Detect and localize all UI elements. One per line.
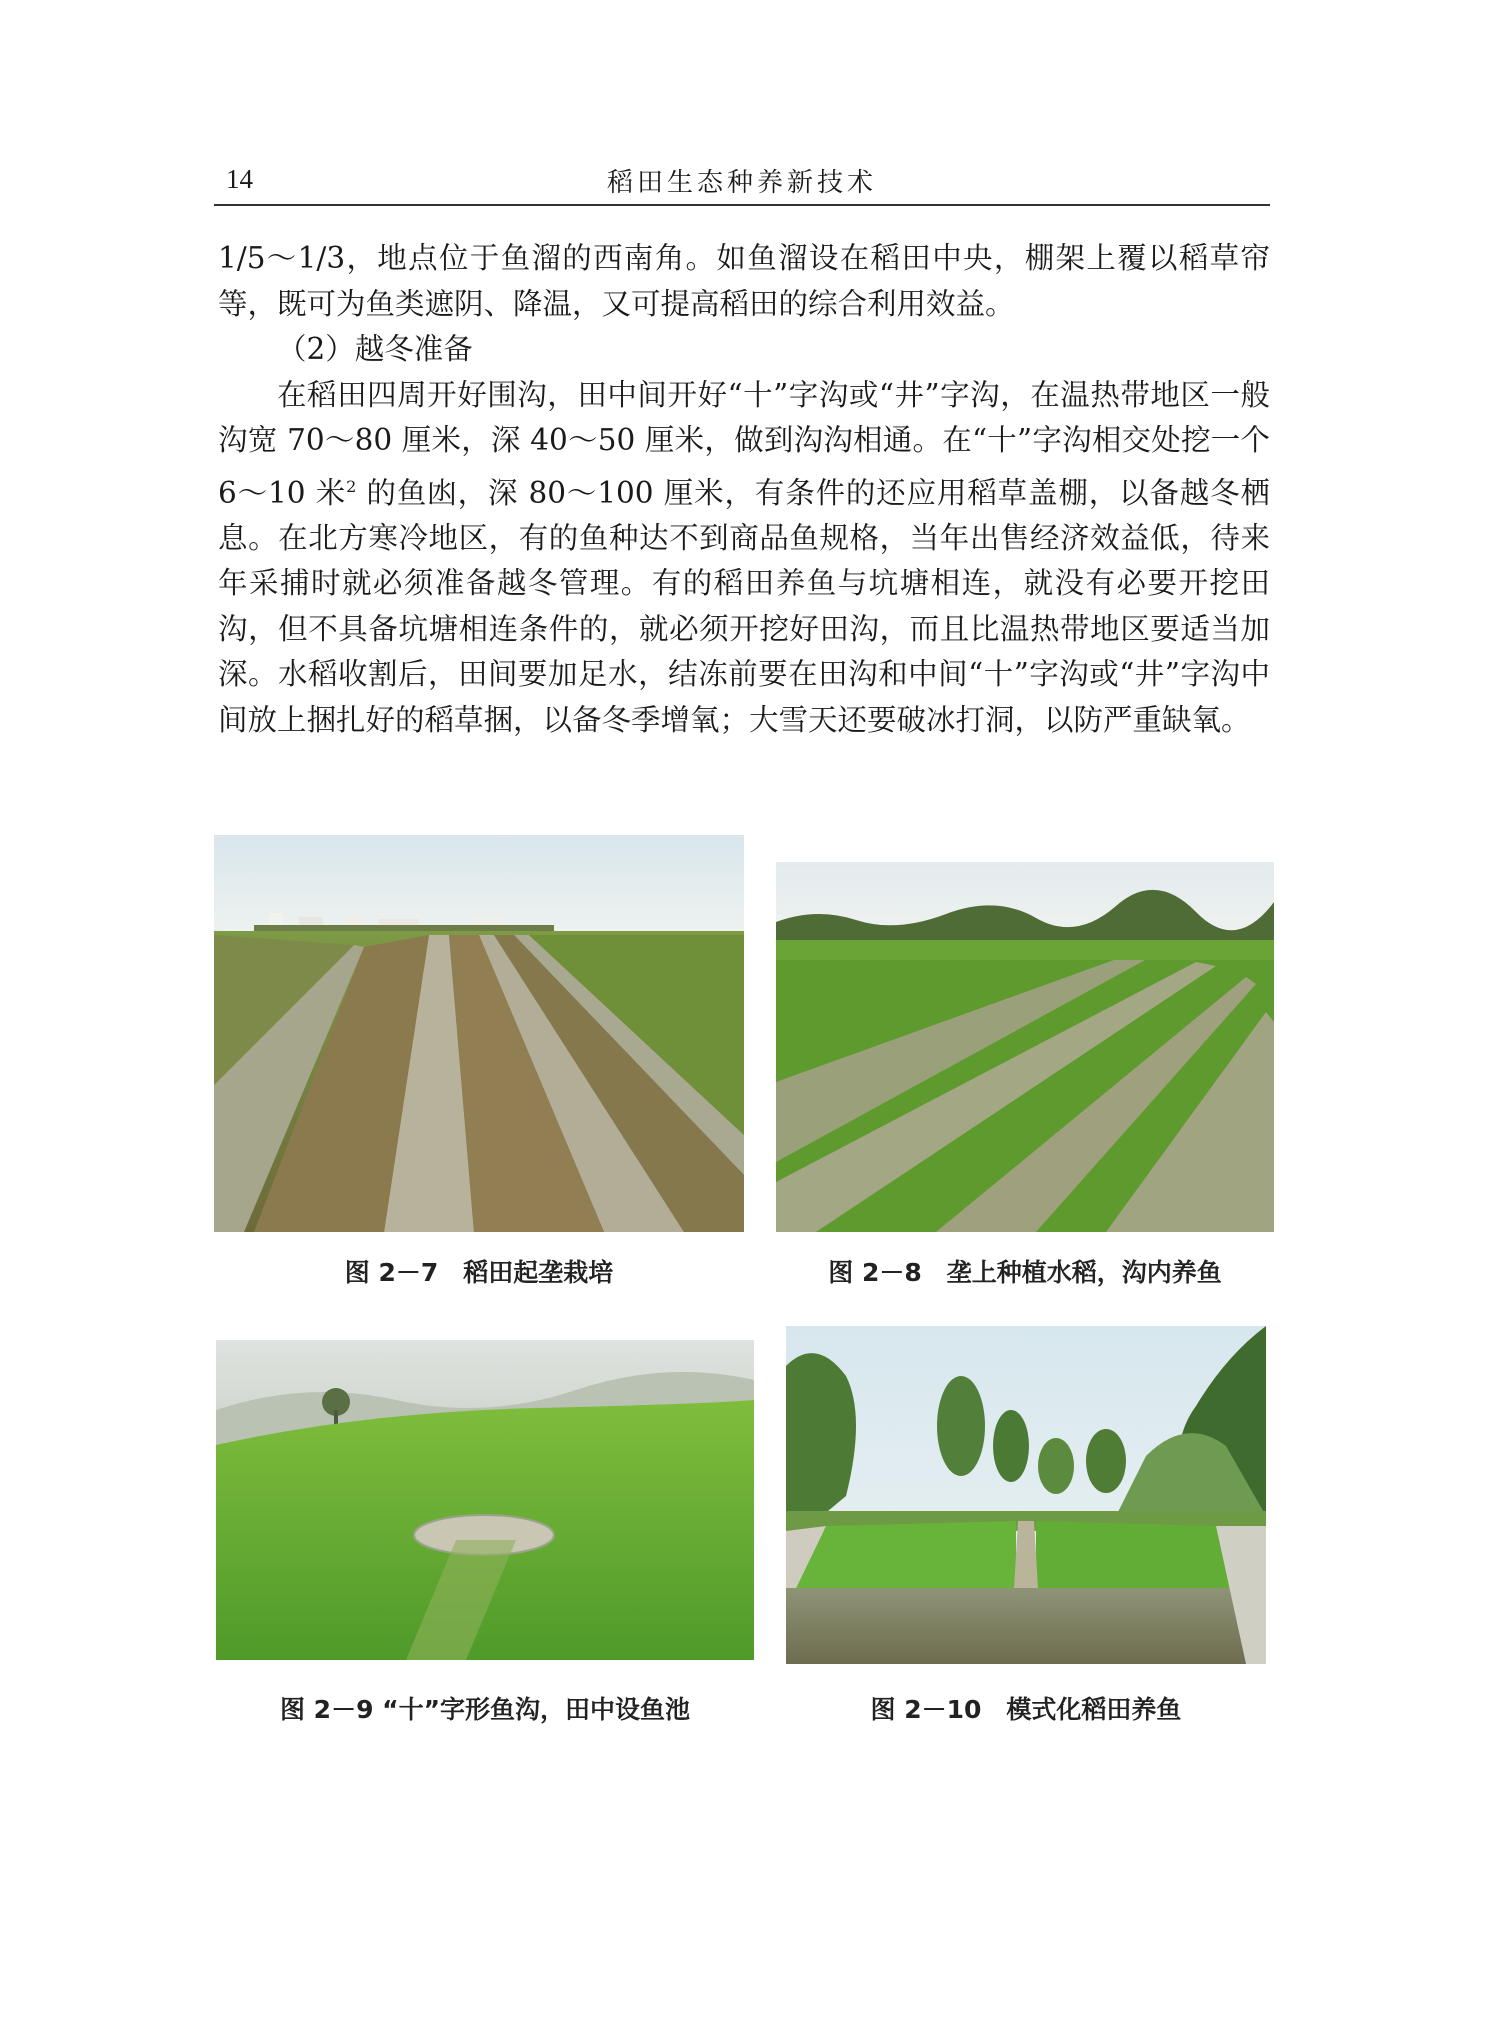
paragraph-1: 1/5～1/3，地点位于鱼溜的西南角。如鱼溜设在稻田中央，棚架上覆以稻草帘等，既可为鱼类遮阴、降温，又可提高稻田的综合利用效益。	[218, 241, 1270, 321]
paragraph-2-part-1: 在稻田四周开好围沟，田中间开好“十”字沟或“井”字沟，在温热带地区一般沟宽 70～80 厘米，深 40～50 厘米，做到沟沟相通。在“十”字沟相交处挖一个 6～10 米	[218, 377, 1270, 510]
figure-2-8-caption: 图 2－8 垄上种植水稻，沟内养鱼	[828, 1258, 1222, 1287]
superscript-2: 2	[346, 476, 357, 496]
paragraph-2	[218, 373, 1270, 744]
figure-2-7-caption: 图 2－7 稻田起垄栽培	[344, 1258, 614, 1287]
figure-2-8-photo	[776, 862, 1274, 1232]
section-subheading: （2）越冬准备	[277, 332, 473, 366]
figure-2-10-caption: 图 2－10 模式化稻田养鱼	[870, 1695, 1182, 1724]
page-number: 14	[226, 164, 253, 194]
figure-2-10-photo	[786, 1326, 1266, 1664]
figure-2-7-photo	[214, 835, 744, 1232]
paragraph-2-part-2: 的鱼凼，深 80～100 厘米，有条件的还应用稻草盖棚，以备越冬栖息。在北方寒冷地区，有的鱼种达不到商品鱼规格，当年出售经济效益低，待来年采捕时就必须准备越冬管理。有的稻田养鱼与坑塘相连，就没有必要开挖田沟，但不具备坑塘相连条件的，就必须开挖好田沟，而且比温热带地区要适当加深。水稻收割后，田间要加足水，结冻前要在田沟和中间“十”字沟或“井”字沟中间放上捆扎好的稻草捆，以备冬季增氧；大雪天还要破冰打洞，以防严重缺氧。	[218, 475, 1271, 737]
figure-2-9-photo	[216, 1340, 754, 1660]
figure-2-9-caption: 图 2－9 “十”字形鱼沟，田中设鱼池	[279, 1695, 691, 1724]
page-header	[214, 160, 1270, 206]
body-text	[218, 236, 1270, 743]
running-title: 稻田生态种养新技术	[606, 168, 877, 198]
